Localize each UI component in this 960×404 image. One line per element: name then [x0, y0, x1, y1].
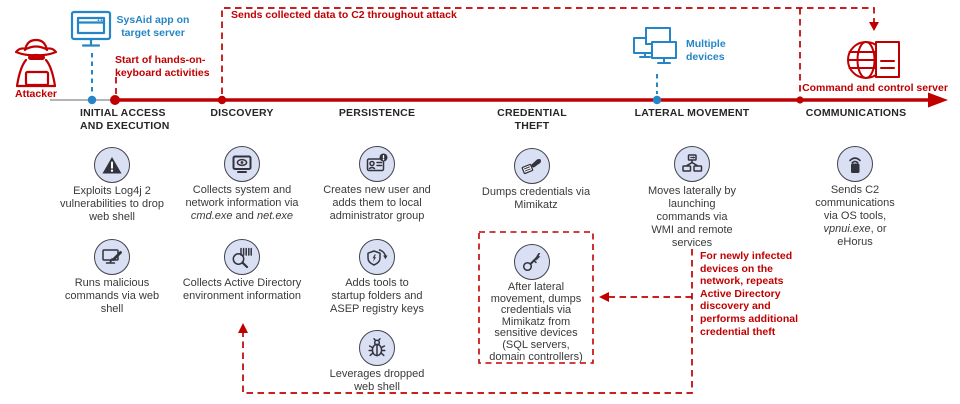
item-exploit-log4j: Exploits Log4j 2 vulnerabilities to drop web shell — [60, 185, 164, 223]
item-dumps-credentials: Dumps credentials via Mimikatz — [481, 186, 591, 211]
item-sends-c2: Sends C2 communications via OS tools, vpnui.exe, or eHorus — [815, 184, 895, 248]
stage-persistence: PERSISTENCE — [338, 107, 416, 119]
key-theft-icon — [514, 244, 550, 280]
repeat-note-label: For newly infected devices on the network, repeats Active Directory discovery and performs additional credential theft — [700, 250, 799, 338]
stage-credential-theft: CREDENTIAL THEFT — [497, 107, 567, 132]
hands-on-label: Start of hands-on- keyboard activities — [115, 54, 210, 79]
c2-server-icon — [844, 34, 904, 89]
repeat-loop-arrowhead-icon — [238, 323, 248, 333]
stage-communications: COMMUNICATIONS — [805, 107, 907, 119]
web-shell-commands-icon — [94, 239, 130, 275]
startup-persistence-icon — [359, 239, 395, 275]
discovery-timeline-dot — [218, 96, 226, 104]
bug-icon — [359, 330, 395, 366]
item-post-lateral-dump: After lateral movement, dumps credentials via Mimikatz from sensitive devices (SQL servers, domain controllers) — [489, 281, 583, 363]
c2-exfil-label: Sends collected data to C2 throughout attack — [231, 9, 457, 21]
item-leverages-web-shell: Leverages dropped web shell — [329, 368, 425, 393]
credential-dump-icon — [514, 148, 550, 184]
communications-timeline-dot — [796, 96, 803, 103]
multiple-devices-label: Multiple devices — [686, 38, 726, 63]
item-moves-laterally: Moves laterally by launching commands via WMI and remote services — [647, 185, 737, 249]
attacker-icon — [10, 36, 62, 95]
repeat-loop-dashed-path — [243, 249, 692, 393]
sysaid-label: SysAid app on target server — [116, 14, 190, 39]
sysaid-server-icon — [70, 10, 114, 55]
sysaid-timeline-dot — [88, 96, 96, 104]
c2-communications-icon — [837, 146, 873, 182]
lateral-timeline-dot — [653, 96, 661, 104]
item-runs-malicious-commands: Runs malicious commands via web shell — [64, 277, 160, 315]
attacker-label: Attacker — [14, 88, 58, 100]
c2-arrowhead-icon — [869, 22, 879, 31]
item-creates-new-user: Creates new user and adds them to local administrator group — [323, 184, 431, 222]
hands-on-timeline-dot — [110, 95, 120, 105]
stage-discovery: DISCOVERY — [210, 107, 274, 119]
system-discovery-icon — [224, 146, 260, 182]
multiple-devices-icon — [630, 26, 686, 77]
warning-icon — [94, 147, 130, 183]
credential-branch-arrowhead-icon — [599, 292, 609, 302]
c2-server-label: Command and control server — [802, 82, 948, 94]
stage-lateral-movement: LATERAL MOVEMENT — [634, 107, 750, 119]
active-directory-scan-icon — [224, 239, 260, 275]
new-user-icon — [359, 146, 395, 182]
item-adds-tools-startup: Adds tools to startup folders and ASEP registry keys — [330, 277, 424, 315]
item-collects-system-info: Collects system and network information via cmd.exe and net.exe — [185, 184, 299, 222]
stage-initial-access: INITIAL ACCESS AND EXECUTION — [80, 107, 170, 132]
lateral-movement-icon — [674, 146, 710, 182]
item-collects-ad-info: Collects Active Directory environment information — [182, 277, 302, 302]
